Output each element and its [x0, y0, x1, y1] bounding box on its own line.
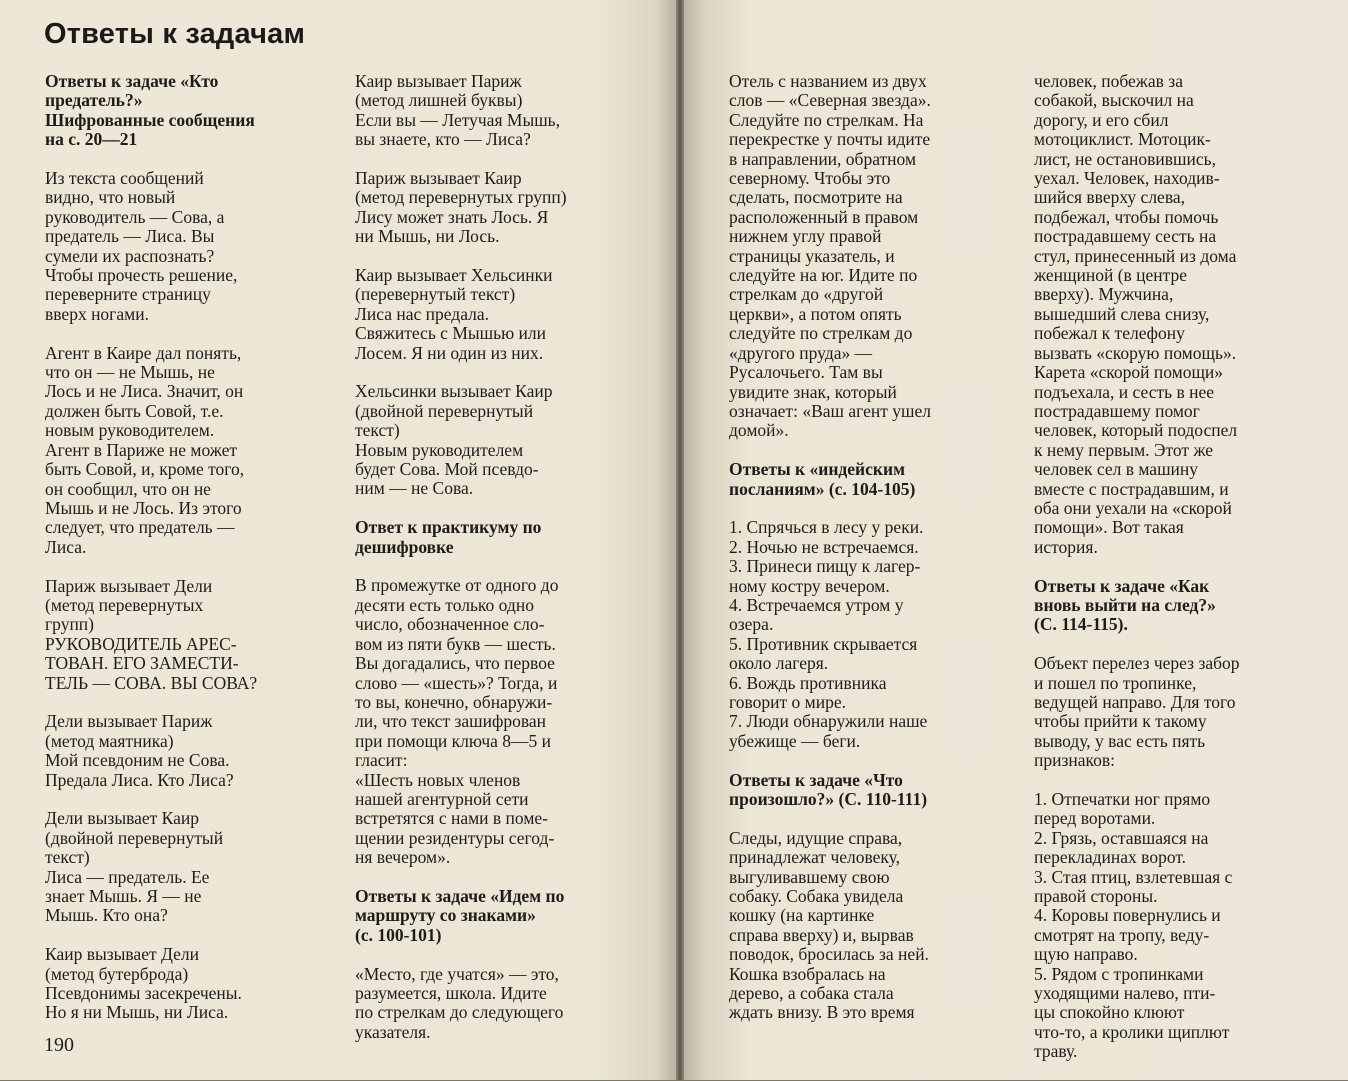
- message-paris-delhi: Париж вызывает Дели (метод перевернутых групп) РУКОВОДИТЕЛЬ АРЕС- ТОВАН. ЕГО ЗАМЕСТИ- ТЕЛЬ — СОВА. ВЫ СОВА?: [45, 575, 258, 693]
- heading-indian: Ответы к «индейским посланиям» (с. 104-105): [729, 459, 916, 499]
- message-cairo-paris: Каир вызывает Париж (метод лишней буквы) Если вы — Летучая Мышь, вы знаете, кто — Лиса?: [355, 71, 561, 150]
- list-item: 7. Люди обнаружили наше убежище — беги.: [729, 711, 928, 751]
- heading-what-happened: Ответы к задаче «Что произошло?» (С. 110-111): [729, 769, 928, 809]
- paragraph: Отель с названием из двух слов — «Северная звезда». Следуйте по стрелкам. На перекрестке у почты идите в направлении, обратном северному. Чтобы это сделать, посмотрите на расположенный в правом нижнем углу правой страницы указатель, и следуйте на юг. Идите по стрелкам до «другой церкви», а потом опять следуйте по стрелкам до «другого пруда» — Русалочьего. Там вы увидите знак, который означает: «Ваш агент ушел домой».: [729, 71, 931, 441]
- paragraph: Объект перелез через забор и пошел по тропинке, ведущей направо. Для того чтобы прийти к такому выводу, у вас есть пять признаков:: [1034, 653, 1240, 771]
- list-item: 3. Стая птиц, взлетевшая с правой стороны.: [1034, 866, 1233, 907]
- message-cairo-delhi: Каир вызывает Дели (метод бутерброда) Псевдонимы засекречены. Но я ни Мышь, ни Лиса.: [45, 944, 242, 1023]
- book-gutter: [676, 0, 684, 1080]
- heading-route: Ответы к задаче «Идем по маршруту со знаками» (с. 100-101): [355, 885, 565, 945]
- paragraph: В промежутке от одного до десяти есть только одно число, обозначенное сло- вом из пяти букв — шесть. Вы догадались, что первое слово — «шесть»? Тогда, и то вы, конечно, обнаружи- ли, что текст зашифрован при помощи ключа 8—5 и гласит: «Шесть новых членов нашей агентурной сети встретятся с нами в поме- щении резидентуры сегод- ня вечером».: [355, 575, 559, 868]
- list-item: 3. Принеси пищу к лагер- ному костру вечером.: [729, 556, 921, 596]
- paragraph: человек, побежав за собакой, выскочил на дорогу, и его сбил мотоциклист. Мотоцик- лист, не остановившись, уехал. Человек, находив- шийся вверху слева, подбежал, чтобы помочь пострадавшему сесть на стул, принесенный из дома женщиной (в центре вверху). Мужчина, вышедший слева снизу, побежал к телефону вызвать «скорую помощь». Карета «скорой помощи» подъехала, и сесть в нее пострадавшему помог человек, который подоспел к нему первым. Этот же человек сел в машину вместе с пострадавшим, и оба они уехали на «скорой помощи». Вот такая история.: [1034, 71, 1238, 557]
- paragraph: Агент в Каире дал понять, что он — не Мышь, не Лось и не Лиса. Значит, он должен быть Совой, т.е. новым руководителем. Агент в Париже не может быть Совой, и, кроме того, он сообщил, что он не Мышь и не Лось. Из этого следует, что предатель — Лиса.: [45, 342, 245, 557]
- page-title: Ответы к задачам: [44, 18, 306, 50]
- paragraph: «Место, где учатся» — это, разумеется, школа. Идите по стрелкам до следующего указателя.: [355, 963, 564, 1042]
- message-cairo-helsinki: Каир вызывает Хельсинки (перевернутый текст) Лиса нас предала. Свяжитесь с Мышью или Лосем. Я ни один из них.: [355, 265, 553, 363]
- heading-trail: Ответы к задаче «Как вновь выйти на след?» (С. 114-115).: [1034, 575, 1216, 635]
- paragraph: Из текста сообщений видно, что новый руководитель — Сова, а предатель — Лиса. Вы сумели их распознать? Чтобы прочесть решение, переверните страницу вверх ногами.: [45, 168, 238, 324]
- column-3: [729, 72, 1019, 1042]
- list-item: 6. Вождь противника говорит о мире.: [729, 672, 887, 712]
- list-item: 2. Грязь, оставшаяся на перекладинах ворот.: [1034, 827, 1209, 868]
- heading-traitor: Ответы к задаче «Кто предатель?» Шифрованные сообщения на с. 20—21: [45, 71, 255, 150]
- list-item: 5. Противник скрывается около лагеря.: [729, 633, 918, 674]
- list-item: 1. Отпечатки ног прямо перед воротами.: [1034, 788, 1211, 829]
- message-paris-cairo: Париж вызывает Каир (метод перевернутых групп) Лису может знать Лось. Я ни Мышь, ни Лось.: [355, 168, 567, 247]
- page-number: 190: [44, 1034, 74, 1056]
- column-4: [1034, 72, 1324, 1081]
- indian-messages-list: [729, 518, 1019, 751]
- list-item: 2. Ночью не встречаемся.: [729, 536, 919, 557]
- column-2: [355, 72, 645, 1062]
- list-item: 4. Коровы повернулись и смотрят на тропу, веду- щую направо.: [1034, 905, 1221, 965]
- list-item: 1. Спрячься в лесу у реки.: [729, 517, 924, 538]
- column-1: [45, 72, 335, 1042]
- heading-practicum: Ответ к практикуму по дешифровке: [355, 517, 542, 557]
- list-item: 5. Рядом с тропинками уходящими налево, пти- цы спокойно клюют что-то, а кролики щиплют траву.: [1034, 963, 1230, 1062]
- trail-signs-list: [1034, 790, 1324, 1062]
- message-helsinki-cairo: Хельсинки вызывает Каир (двойной перевернутый текст) Новым руководителем будет Сова. Мой псевдо- ним — не Сова.: [355, 381, 553, 499]
- message-delhi-paris: Дели вызывает Париж (метод маятника) Мой псевдоним не Сова. Предала Лиса. Кто Лиса?: [45, 711, 234, 790]
- message-delhi-cairo: Дели вызывает Каир (двойной перевернутый текст) Лиса — предатель. Ее знает Мышь. Я — не Мышь. Кто она?: [45, 808, 224, 926]
- paragraph: Следы, идущие справа, принадлежат человеку, выгуливавшему свою собаку. Собака увидела кошку (на картинке справа вверху) и, вырвав поводок, бросилась за ней. Кошка взобралась на дерево, а собака стала ждать внизу. В это время: [729, 827, 929, 1023]
- list-item: 4. Встречаемся утром у озера.: [729, 594, 904, 635]
